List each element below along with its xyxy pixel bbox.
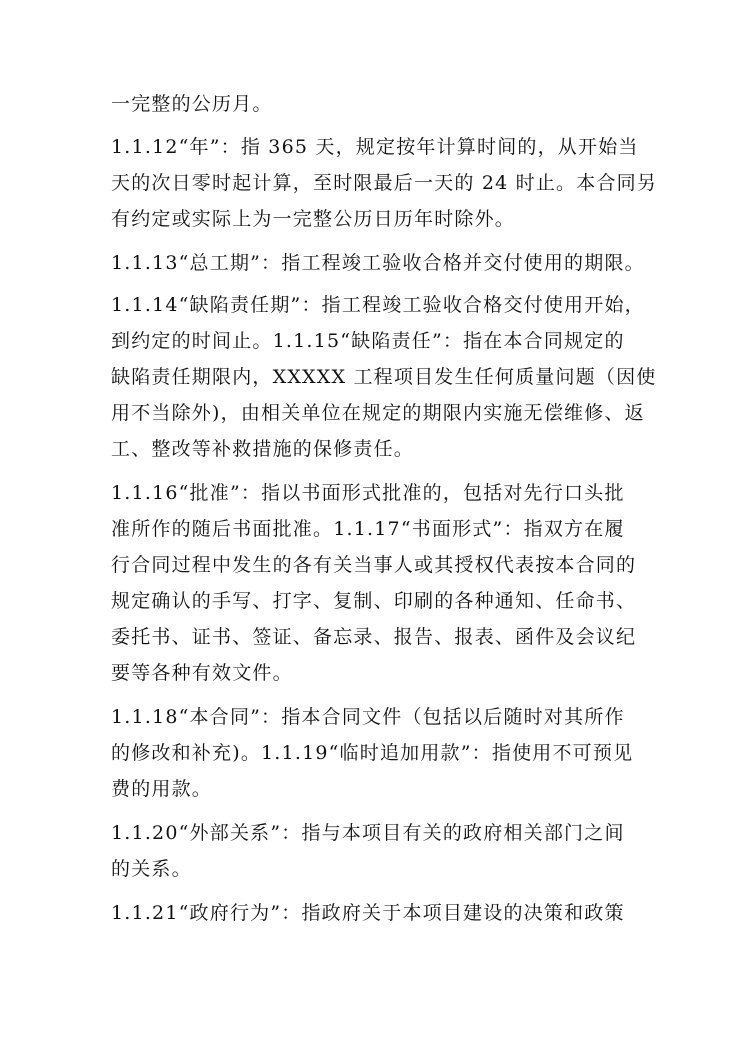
text-line: 到约定的时间止。1.1.15“缺陷责任”：指在本合同规定的 (111, 330, 625, 352)
text-line: 1.1.18“本合同”：指本合同文件（包括以后随时对其所作 (111, 706, 625, 728)
text-line: 准所作的随后书面批准。1.1.17“书面形式”：指双方在履 (111, 518, 625, 540)
text-line: 1.1.16“批准”：指以书面形式批准的，包括对先行口头批 (111, 482, 625, 504)
text-line: 费的用款。 (111, 778, 213, 800)
text-line: 规定确认的手写、打字、复制、印刷的各种通知、任命书、 (111, 590, 637, 612)
text-line: 缺陷责任期限内，XXXXX 工程项目发生任何质量问题（因使 (111, 366, 657, 388)
text-line: 委托书、证书、签证、备忘录、报告、报表、函件及会议纪 (111, 626, 637, 648)
text-line: 工、整改等补救措施的保修责任。 (111, 438, 415, 460)
text-line: 要等各种有效文件。 (111, 662, 293, 684)
text-line: 1.1.13“总工期”：指工程竣工验收合格并交付使用的期限。 (111, 252, 645, 274)
text-line: 1.1.14“缺陷责任期”：指工程竣工验收合格交付使用开始， (111, 294, 645, 316)
text-line: 用不当除外)，由相关单位在规定的期限内实施无偿维修、返 (111, 402, 645, 424)
text-line: 一完整的公历月。 (111, 93, 273, 115)
text-line: 的修改和补充)。1.1.19“临时追加用款”：指使用不可预见 (111, 742, 634, 764)
text-line: 行合同过程中发生的各有关当事人或其授权代表按本合同的 (111, 554, 637, 576)
text-line: 天的次日零时起计算，至时限最后一天的 24 时止。本合同另 (111, 172, 658, 194)
text-line: 的关系。 (111, 858, 192, 880)
text-line: 1.1.12“年”：指 365 天，规定按年计算时间的，从开始当 (111, 136, 639, 158)
text-line: 1.1.21“政府行为”：指政府关于本项目建设的决策和政策 (111, 902, 625, 924)
text-line: 1.1.20“外部关系”：指与本项目有关的政府相关部门之间 (111, 822, 625, 844)
text-line: 有约定或实际上为一完整公历日历年时除外。 (111, 208, 516, 230)
